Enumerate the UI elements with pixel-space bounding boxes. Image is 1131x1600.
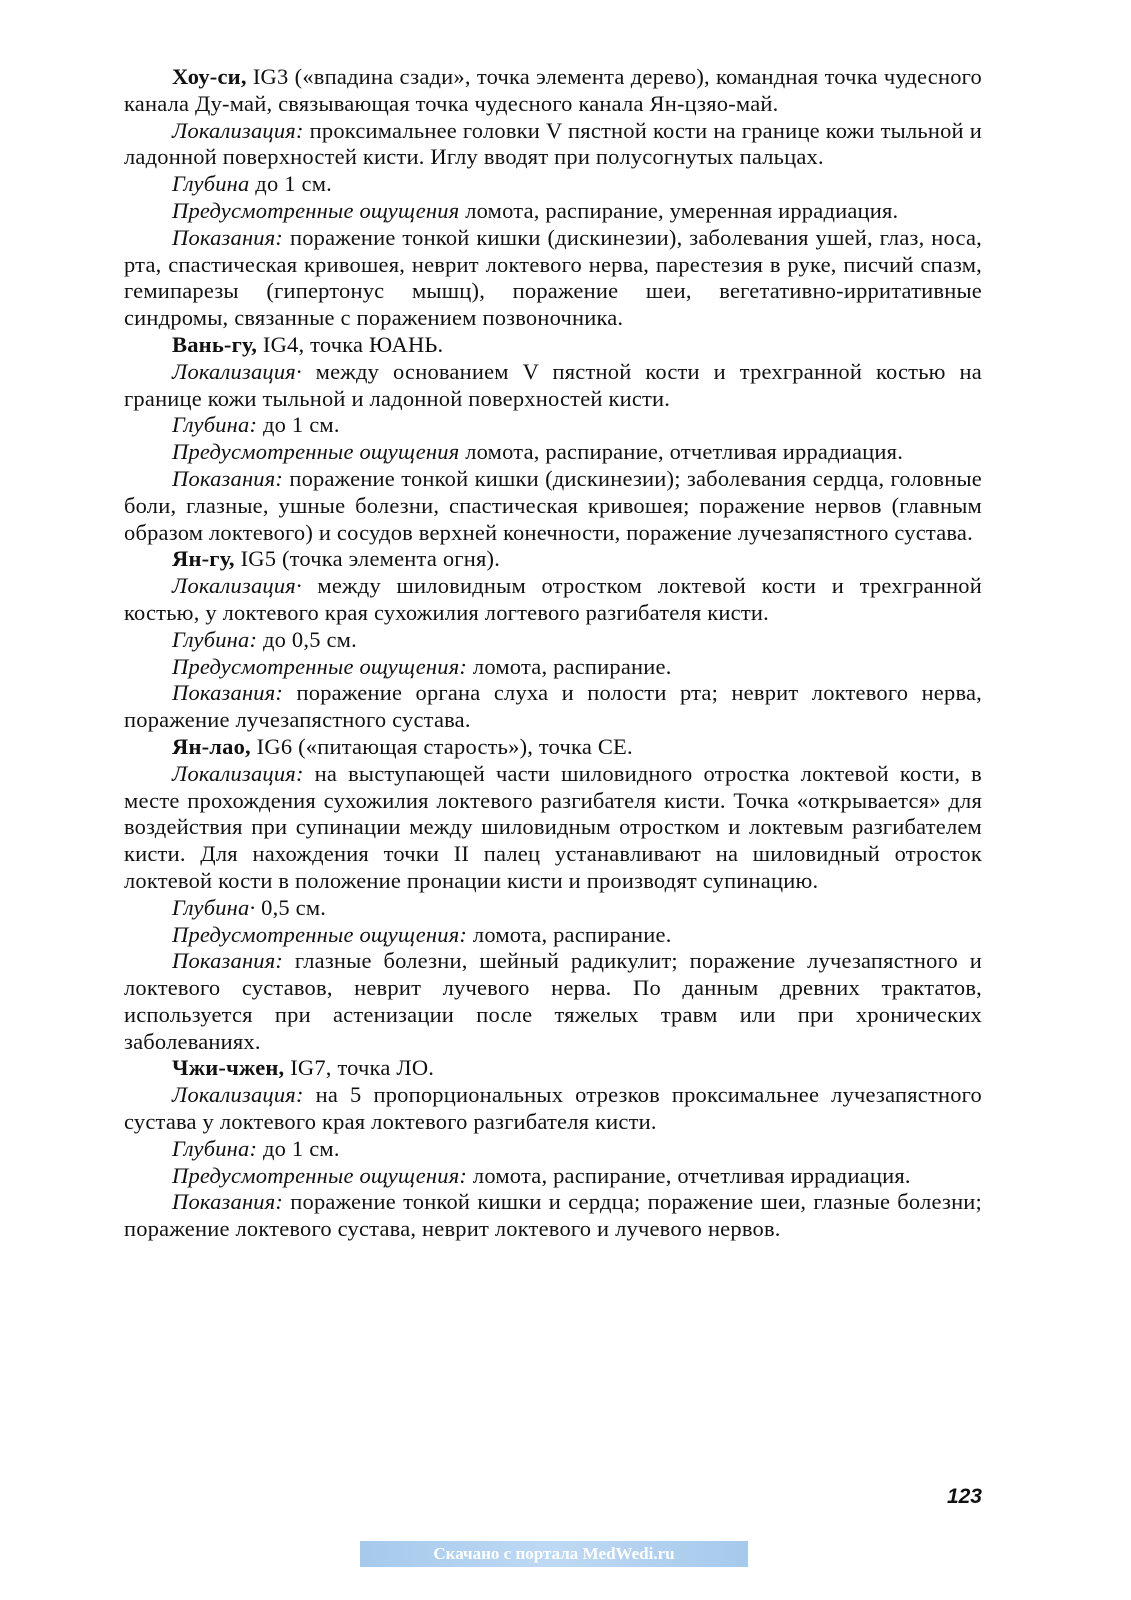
sensations-label: Предусмотренные ощущения: <box>172 653 468 679</box>
sensations-text: ломота, распирание, отчетливая иррадиация. <box>459 439 904 465</box>
indications-label: Показания: <box>172 948 284 974</box>
depth-label: Глубина· <box>172 894 256 920</box>
point-description: IG4, точка ЮАНЬ. <box>257 331 444 357</box>
sensations-text: ломота, распирание, отчетливая иррадиация. <box>467 1162 911 1188</box>
depth-label: Глубина <box>172 171 250 197</box>
depth-paragraph <box>124 895 982 922</box>
depth-paragraph <box>124 1136 982 1163</box>
point-description: IG5 (точка элемента огня). <box>234 546 501 572</box>
sensations-label: Предусмотренные ощущения <box>172 197 460 223</box>
localization-label: Локализация: <box>172 760 304 786</box>
point-heading <box>124 64 982 118</box>
localization-label: Локализация: <box>172 117 304 143</box>
sensations-paragraph <box>124 439 982 466</box>
depth-text: 0,5 см. <box>255 894 327 920</box>
depth-text: до 1 см. <box>249 171 332 197</box>
depth-text: до 1 см. <box>257 1135 340 1161</box>
sensations-text: ломота, распирание. <box>467 653 672 679</box>
localization-text: проксимальнее головки V пястной кости на границе кожи тыльной и ладонной поверхностей кисти. Иглу вводят при полусогнутых пальцах. <box>124 117 982 170</box>
localization-text: между основанием V пястной кости и трехгранной костью на границе кожи тыльной и ладонной поверхностей кисти. <box>124 358 982 411</box>
sensations-label: Предусмотренные ощущения <box>172 439 460 465</box>
page-number: 123 <box>946 1485 982 1508</box>
sensations-paragraph <box>124 922 982 949</box>
localization-text: на 5 пропорциональных отрезков проксимальнее лучезапястного сустава у локтевого края локтевого разгибателя кисти. <box>124 1082 982 1135</box>
localization-paragraph <box>124 1082 982 1136</box>
localization-paragraph <box>124 118 982 172</box>
localization-paragraph <box>124 359 982 413</box>
localization-paragraph <box>124 573 982 627</box>
indications-label: Показания: <box>172 1189 284 1215</box>
indications-label: Показания: <box>172 224 284 250</box>
sensations-paragraph <box>124 1163 982 1190</box>
point-name: Чжи-чжен, <box>172 1055 285 1081</box>
indications-paragraph <box>124 680 982 734</box>
point-entry-yang-lao <box>124 734 982 1056</box>
indications-text: поражение тонкой кишки (дискинезии), заболевания ушей, глаз, носа, рта, спастическая кривошея, неврит локтевого нерва, парестезия в руке, писчий спазм, гемипарезы (гипертонус мышц), поражение шеи, вегетативно-ирритативные синдромы, связанные с поражением позвоночника. <box>124 224 982 331</box>
sensations-label: Предусмотренные ощущения: <box>172 1162 468 1188</box>
point-description: IG3 («впадина сзади», точка элемента дерево), командная точка чудесного канала Ду-май, связывающая точка чудесного канала Ян-цзяо-май. <box>124 64 982 116</box>
point-heading <box>124 734 982 761</box>
depth-paragraph <box>124 171 982 198</box>
indications-paragraph <box>124 1189 982 1243</box>
download-watermark: Скачано с портала MedWedi.ru <box>360 1541 748 1567</box>
indications-paragraph <box>124 948 982 1055</box>
indications-paragraph <box>124 466 982 546</box>
indications-text: поражение тонкой кишки и сердца; поражение шеи, глазные болезни; поражение локтевого сустава, неврит локтевого и лучевого нервов. <box>124 1189 982 1242</box>
depth-paragraph <box>124 627 982 654</box>
depth-text: до 0,5 см. <box>257 626 357 652</box>
sensations-text: ломота, распирание, умеренная иррадиация. <box>459 197 899 223</box>
point-entry-wan-gu <box>124 332 982 546</box>
point-entry-hou-si <box>124 64 982 332</box>
indications-text: поражение органа слуха и полости рта; неврит локтевого нерва, поражение лучезапястного сустава. <box>124 680 982 733</box>
point-heading <box>124 546 982 573</box>
sensations-paragraph <box>124 198 982 225</box>
indications-text: глазные болезни, шейный радикулит; поражение лучезапястного и локтевого суставов, неврит лучевого нерва. По данным древних трактатов, используется при астенизации после тяжелых травм или при хронических заболеваниях. <box>124 948 982 1054</box>
point-name: Ян-лао, <box>172 733 251 759</box>
localization-label: Локализация: <box>172 1082 304 1108</box>
point-name: Вань-гу, <box>172 331 258 357</box>
localization-label: Локализация· <box>172 358 302 384</box>
point-name: Ян-гу, <box>172 546 235 572</box>
indications-label: Показания: <box>172 465 284 491</box>
page-body <box>124 64 982 1243</box>
depth-paragraph <box>124 412 982 439</box>
point-name: Хоу-си, <box>172 64 247 89</box>
point-heading <box>124 332 982 359</box>
point-heading <box>124 1055 982 1082</box>
depth-text: до 1 см. <box>257 412 340 438</box>
localization-paragraph <box>124 761 982 895</box>
sensations-paragraph <box>124 654 982 681</box>
sensations-text: ломота, распирание. <box>467 921 672 947</box>
point-description: IG6 («питающая старость»), точка СЕ. <box>250 733 633 759</box>
indications-text: поражение тонкой кишки (дискинезии); заболевания сердца, головные боли, глазные, ушные болезни, спастическая кривошея; поражение нервов (главным образом локтевого) и сосудов верхней конечности, поражение лучезапястного сустава. <box>124 465 982 545</box>
localization-label: Локализация· <box>172 573 302 599</box>
depth-label: Глубина: <box>172 1135 258 1161</box>
sensations-label: Предусмотренные ощущения: <box>172 921 468 947</box>
depth-label: Глубина: <box>172 626 258 652</box>
localization-text: на выступающей части шиловидного отростка локтевой кости, в месте прохождения сухожилия локтевого разгибателя кисти. Точка «открывается» для воздействия при супинации между шиловидным отростком и локтевым разгибателем кисти. Для нахождения точки II палец устанавливают на шиловидный отросток локтевой кости в положение пронации кисти и производят супинацию. <box>124 760 982 893</box>
indications-paragraph <box>124 225 982 332</box>
localization-text: между шиловидным отростком локтевой кости и трехгранной костью, у локтевого края сухожилия логтевого разгибателя кисти. <box>124 573 982 625</box>
point-entry-yang-gu <box>124 546 982 734</box>
depth-label: Глубина: <box>172 412 258 438</box>
point-entry-zhi-zheng <box>124 1055 982 1243</box>
indications-label: Показания: <box>172 680 284 706</box>
point-description: IG7, точка ЛО. <box>284 1055 435 1081</box>
